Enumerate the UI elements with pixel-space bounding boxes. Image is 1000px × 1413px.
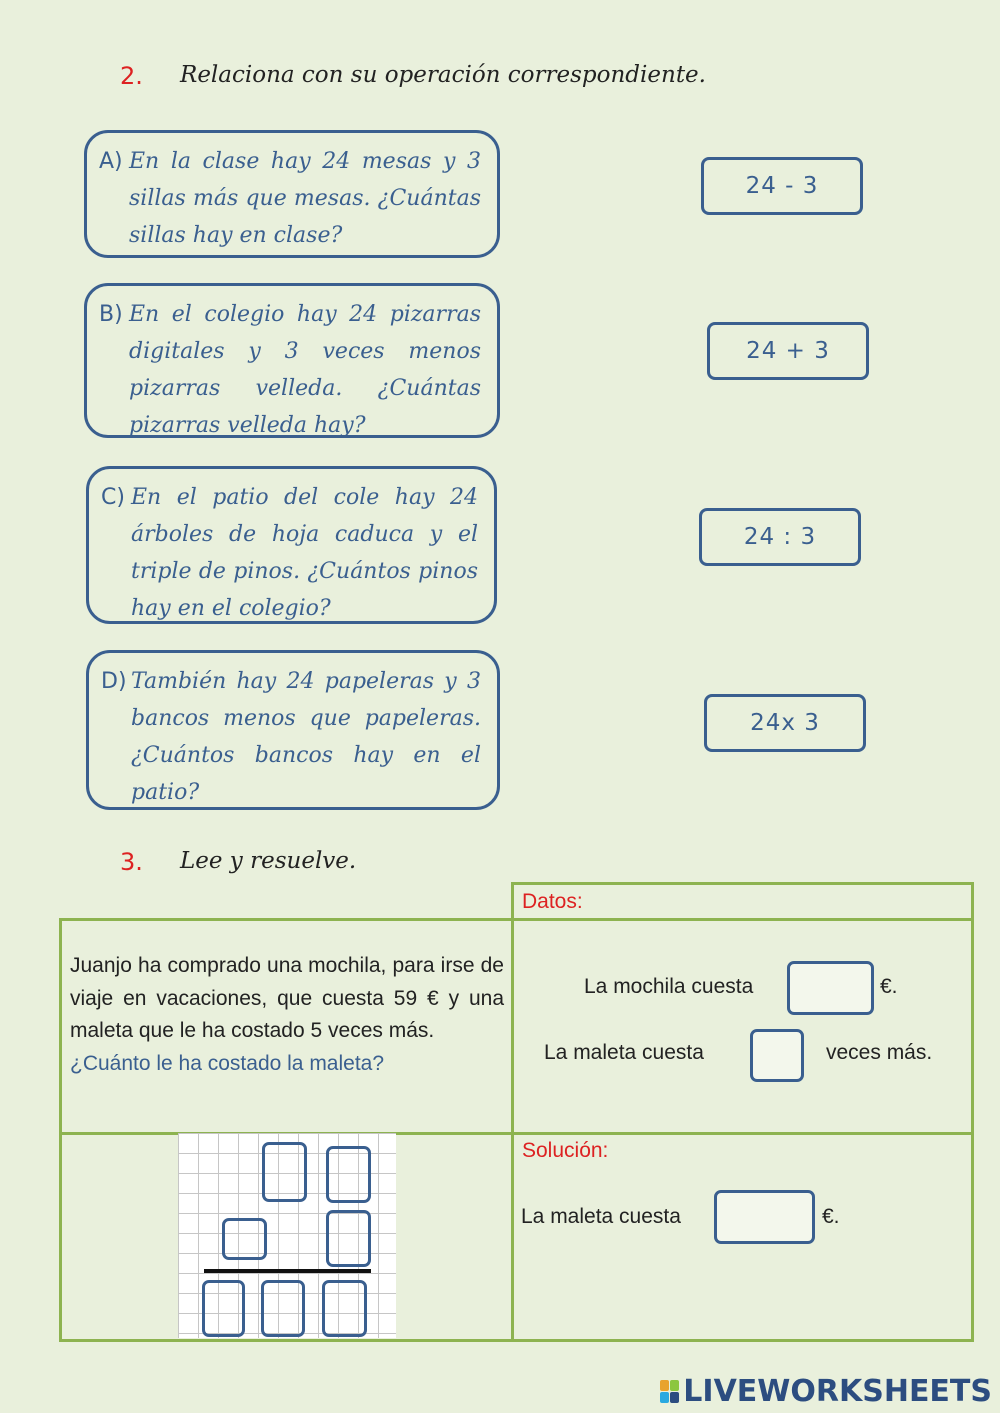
problem-letter: D) [101, 669, 127, 694]
problem-c [86, 466, 497, 624]
operation-multiply[interactable]: 24x 3 [704, 694, 866, 752]
problem-letter: B) [99, 302, 123, 327]
datos-line1-suffix: €. [880, 975, 898, 998]
problem-text: También hay 24 papeleras y 3 bancos menos que papeleras. ¿Cuántos bancos hay en el patio? [131, 669, 481, 805]
solucion-prefix: La maleta cuesta [521, 1205, 681, 1228]
problem-statement-text: Juanjo ha comprado una mochila, para irse de viaje en vacaciones, que cuesta 59 € y una maleta que le ha costado 5 veces más. [70, 954, 504, 1042]
liveworksheets-logo [660, 1374, 992, 1409]
problem-question: ¿Cuánto le ha costado la maleta? [70, 1051, 385, 1075]
problem-text: En el patio del cole hay 24 árboles de hoja caduca y el triple de pinos. ¿Cuántos pinos hay en el colegio? [131, 485, 478, 621]
problem-b [84, 283, 500, 438]
solucion-label: Solución: [522, 1139, 609, 1162]
calc-digit-input[interactable] [326, 1146, 371, 1203]
table-border [59, 1339, 974, 1342]
calc-digit-input[interactable] [261, 1280, 305, 1337]
calc-digit-input[interactable] [262, 1142, 307, 1202]
solucion-suffix: €. [822, 1205, 840, 1228]
table-border [511, 882, 514, 1342]
calc-digit-input[interactable] [322, 1280, 367, 1337]
problem-text: En la clase hay 24 mesas y 3 sillas más que mesas. ¿Cuántas sillas hay en clase? [129, 149, 481, 248]
table-border [59, 918, 62, 1342]
veces-input[interactable] [750, 1029, 804, 1082]
problem-a [84, 130, 500, 258]
table-border [511, 882, 974, 885]
section-3-title: Lee y resuelve. [180, 848, 357, 874]
calc-digit-input[interactable] [326, 1210, 371, 1267]
problem-letter: C) [101, 485, 125, 510]
problem-statement [70, 950, 504, 1080]
table-border [59, 918, 974, 921]
datos-label: Datos: [522, 890, 583, 913]
problem-d [86, 650, 500, 810]
operation-divide[interactable]: 24 : 3 [699, 508, 861, 566]
datos-line2-prefix: La maleta cuesta [544, 1041, 704, 1064]
calc-digit-input[interactable] [222, 1218, 267, 1260]
mochila-price-input[interactable] [787, 961, 874, 1015]
maleta-price-input[interactable] [714, 1190, 815, 1244]
table-border [971, 882, 974, 1342]
operation-subtract[interactable]: 24 - 3 [701, 157, 863, 215]
logo-icon [660, 1380, 679, 1403]
logo-text: LIVEWORKSHEETS [683, 1374, 992, 1409]
section-3-number: 3. [120, 848, 143, 876]
datos-line1-prefix: La mochila cuesta [584, 975, 754, 998]
calc-result-line [204, 1269, 371, 1273]
datos-line2-suffix: veces más. [826, 1041, 933, 1064]
calc-digit-input[interactable] [202, 1280, 245, 1337]
section-2-title: Relaciona con su operación correspondiente. [180, 62, 706, 88]
problem-text: En el colegio hay 24 pizarras digitales y 3 veces menos pizarras velleda. ¿Cuántas pizarras velleda hay? [129, 302, 481, 438]
problem-letter: A) [99, 149, 123, 174]
operation-add[interactable]: 24 + 3 [707, 322, 869, 380]
section-2-number: 2. [120, 62, 143, 90]
